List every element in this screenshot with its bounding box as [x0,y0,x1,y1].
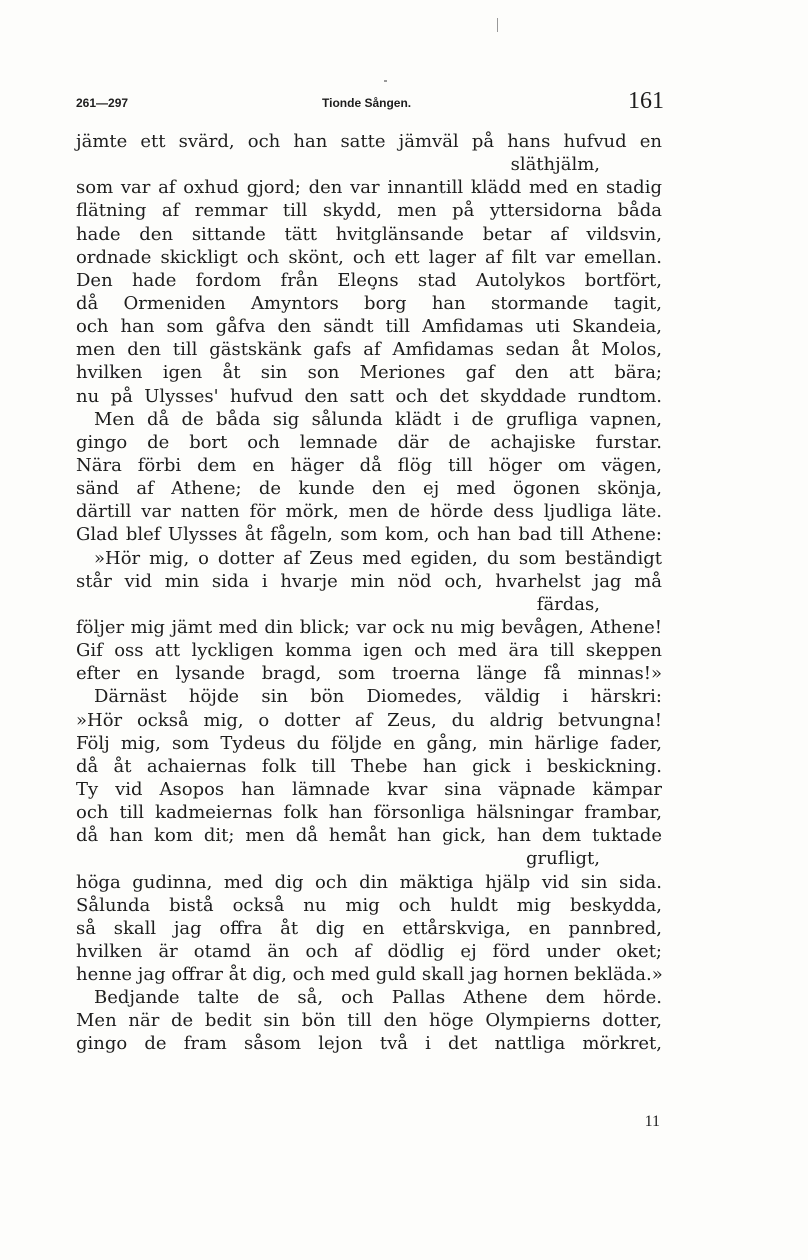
verse-line: som var af oxhud gjord; den var innantill klädd med en stadig [76,177,662,199]
signature-mark: 11 [644,1113,660,1130]
verse-line: hvilken igen åt sin son Meriones gaf den att bära; [76,362,662,384]
verse-line: Nära förbi dem en häger då flög till höger om vägen, [76,454,662,476]
verse-line: Men då de båda sig sålunda klädt i de grufliga vapnen, [94,408,662,430]
verse-line: nu på Ulysses' hufvud den satt och det skyddade rundtom. [76,385,662,407]
verse-line: Ty vid Asopos han lämnade kvar sina väpnade kämpar [76,778,662,800]
verse-line: flätning af remmar till skydd, men på yttersidorna båda [76,200,662,222]
verse-line: står vid min sida i hvarje min nöd och, hvarhelst jag må [76,570,662,592]
verse-line: men den till gästskänk gafs af Amfidamas sedan åt Molos, [76,339,662,361]
verse-line: hvilken är otamd än och af dödlig ej förd under oket; [76,940,662,962]
verse-line: följer mig jämt med din blick; var ock nu mig bevågen, Athene! [76,616,662,638]
verse-range: 261—297 [76,96,129,110]
verse-line: då Ormeniden Amyntors borg han stormande tagit, [76,292,662,314]
verse-line: »Hör mig, o dotter af Zeus med egiden, du som beständigt [94,547,662,569]
verse-line: så skall jag offra åt dig en ettårskviga, en pannbred, [76,917,662,939]
verse-line: henne jag offrar åt dig, och med guld skall jag hornen bekläda.» [76,964,663,986]
verse-line: gingo de bort och lemnade där de achajiske furstar. [76,431,662,453]
verse-line: och till kadmeiernas folk han försonliga hälsningar frambar, [76,802,662,824]
verse-line: Sålunda bistå också nu mig och huldt mig beskydda, [76,894,662,916]
verse-line: efter en lysande bragd, som troerna länge få minnas!» [76,663,662,685]
verse-turnover: färdas, [536,593,600,615]
verse-line: då åt achaiernas folk till Thebe han gick i beskickning. [76,755,662,777]
verse-line: Men när de bedit sin bön till den höge Olympierns dotter, [76,1010,662,1032]
verse-line: jämte ett svärd, och han satte jämväl på hans hufvud en [76,131,662,152]
verse-line: gingo de fram såsom lejon två i det nattliga mörkret, [76,1033,662,1055]
verse-line: höga gudinna, med dig och din mäktiga hjälp vid sin sida. [76,871,662,893]
verse-turnover: grufligt, [526,848,600,870]
verse-line: Den hade fordom från Eleo̧ns stad Autolykos bortfört, [76,269,662,291]
page-number: 161 [628,88,664,114]
verse-line: hade den sittande tätt hvitglänsande betar af vildsvin, [76,223,662,245]
verse-line: Därnäst höjde sin bön Diomedes, väldig i härskri: [94,686,662,708]
margin-speck [497,18,498,32]
verse-line: ordnade skickligt och skönt, och ett lager af filt var emellan. [76,246,662,268]
running-title: Tionde Sången. [322,96,412,110]
verse-line: Följ mig, som Tydeus du följde en gång, min härlige fader, [76,732,662,754]
verse-line: Bedjande talte de så, och Pallas Athene dem hörde. [94,987,662,1009]
verse-line: Glad blef Ulysses åt fågeln, som kom, och han bad till Athene: [76,524,662,546]
verse-line: därtill var natten för mörk, men de hörde dess ljudliga läte. [76,501,662,523]
verse-line: då han kom dit; men då hemåt han gick, han dem tuktade [76,825,662,847]
verse-line: och han som gåfva den sändt till Amfidamas uti Skandeia, [76,316,662,338]
verse-line: »Hör också mig, o dotter af Zeus, du aldrig betvungna! [76,709,662,731]
page-header [76,88,664,118]
verse-line: sänd af Athene; de kunde den ej med ögonen skönja, [76,478,662,500]
verse-line: Gif oss att lyckligen komma igen och med ära till skeppen [76,640,662,662]
margin-speck [384,80,387,82]
verse-turnover: släthjälm, [510,154,600,176]
poem-text [76,130,662,1056]
